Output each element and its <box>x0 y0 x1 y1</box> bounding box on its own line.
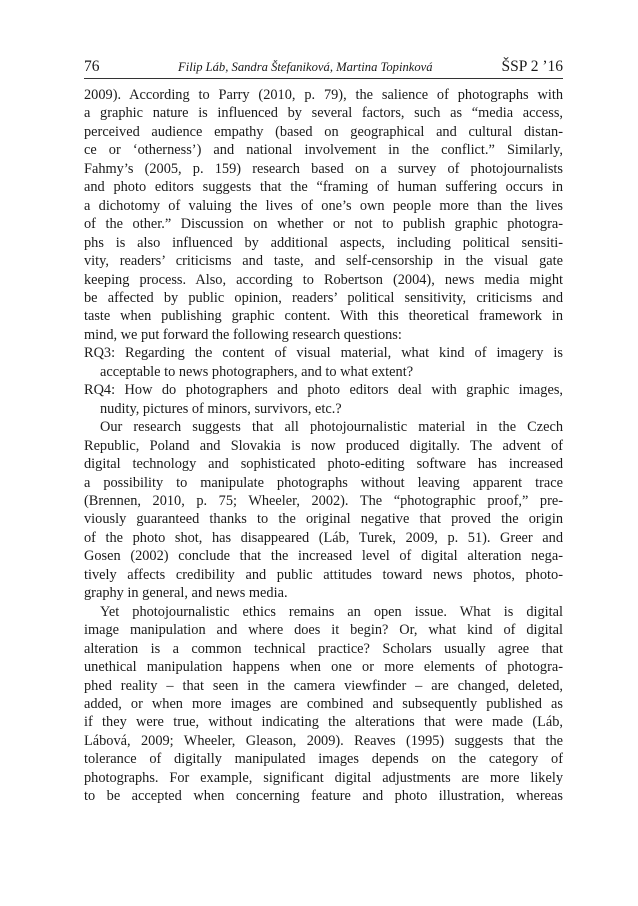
text-line: Gosen (2002) conclude that the increased level of digital alteration nega- <box>84 548 563 565</box>
text-line: digital technology and sophisticated photo-editing software has increased <box>84 456 563 473</box>
text-line: perceived audience empathy (based on geographical and cultural distan- <box>84 123 563 140</box>
text-line: RQ4: How do photographers and photo editors deal with graphic images, <box>84 382 563 399</box>
text-line: viously guaranteed thanks to the original negative that proved the origin <box>84 511 563 528</box>
text-line: Republic, Poland and Slovakia is now produced digitally. The advent of <box>84 437 563 454</box>
running-header <box>84 52 563 79</box>
text-line: Our research suggests that all photojournalistic material in the Czech <box>100 419 563 436</box>
text-line: a dichotomy of valuing the lives of one’s own people more than the lives <box>84 197 563 214</box>
text-line: phed reality – that seen in the camera viewfinder – are changed, deleted, <box>84 677 563 694</box>
text-line: graphy in general, and news media. <box>84 585 288 602</box>
text-line: unethical manipulation happens when one or more elements of photogra- <box>84 659 563 676</box>
text-line: vity, readers’ criticisms and taste, and self-censorship in the visual gate <box>84 253 563 270</box>
text-line: phs is also influenced by additional aspects, including political sensiti- <box>84 234 563 251</box>
text-line: image manipulation and where does it begin? Or, what kind of digital <box>84 622 563 639</box>
text-line: ce or ‘otherness’) and national involvement in the conflict.” Similarly, <box>84 142 563 159</box>
text-line: a graphic nature is influenced by several factors, such as “media access, <box>84 105 563 122</box>
text-line: Yet photojournalistic ethics remains an open issue. What is digital <box>100 603 563 620</box>
text-line: and photo editors suggests that the “framing of human suffering occurs in <box>84 179 563 196</box>
header-journal: ŠSP 2 ’16 <box>501 58 563 75</box>
text-line: tively affects credibility and public attitudes toward news photos, photo- <box>84 566 563 583</box>
text-line: 2009). According to Parry (2010, p. 79), the salience of photographs with <box>84 87 563 103</box>
text-line: tolerance of digitally manipulated images depends on the category of <box>84 751 563 768</box>
text-line: Fahmy’s (2005, p. 159) research based on a survey of photojournalists <box>84 160 563 177</box>
text-line: taste when publishing graphic content. With this theoretical framework in <box>84 308 563 325</box>
text-line: nudity, pictures of minors, survivors, etc.? <box>100 400 342 417</box>
text-line: added, or when more images are combined and subsequently published as <box>84 695 563 712</box>
text-line: to be accepted when concerning feature and photo illustration, whereas <box>84 788 563 805</box>
text-line: RQ3: Regarding the content of visual material, what kind of imagery is <box>84 345 563 362</box>
text-line: acceptable to news photographers, and to what extent? <box>100 363 414 380</box>
text-line: be affected by public opinion, readers’ political sensitivity, criticisms and <box>84 289 563 306</box>
text-line: mind, we put forward the following research questions: <box>84 326 402 343</box>
page-number: 76 <box>84 58 100 75</box>
text-line: of the photo shot, has disappeared (Láb, Turek, 2009, p. 51). Greer and <box>84 529 563 546</box>
text-line: keeping process. Also, according to Robertson (2004), news media might <box>84 271 563 288</box>
text-line: (Brennen, 2010, p. 75; Wheeler, 2002). The “photographic proof,” pre- <box>84 492 563 509</box>
text-line: Lábová, 2009; Wheeler, Gleason, 2009). Reaves (1995) suggests that the <box>84 732 563 749</box>
text-line: if they were true, without indicating the alterations that were made (Láb, <box>84 714 563 731</box>
text-line: photographs. For example, significant digital adjustments are more likely <box>84 769 563 786</box>
text-line: of the other.” Discussion on whether or not to publish graphic photogra- <box>84 216 563 233</box>
header-authors: Filip Láb, Sandra Štefaniková, Martina Topinková <box>178 60 433 74</box>
text-line: alteration is a common technical practice? Scholars usually agree that <box>84 640 563 657</box>
body-text <box>84 86 563 806</box>
text-line: a possibility to manipulate photographs without leaving apparent trace <box>84 474 563 491</box>
